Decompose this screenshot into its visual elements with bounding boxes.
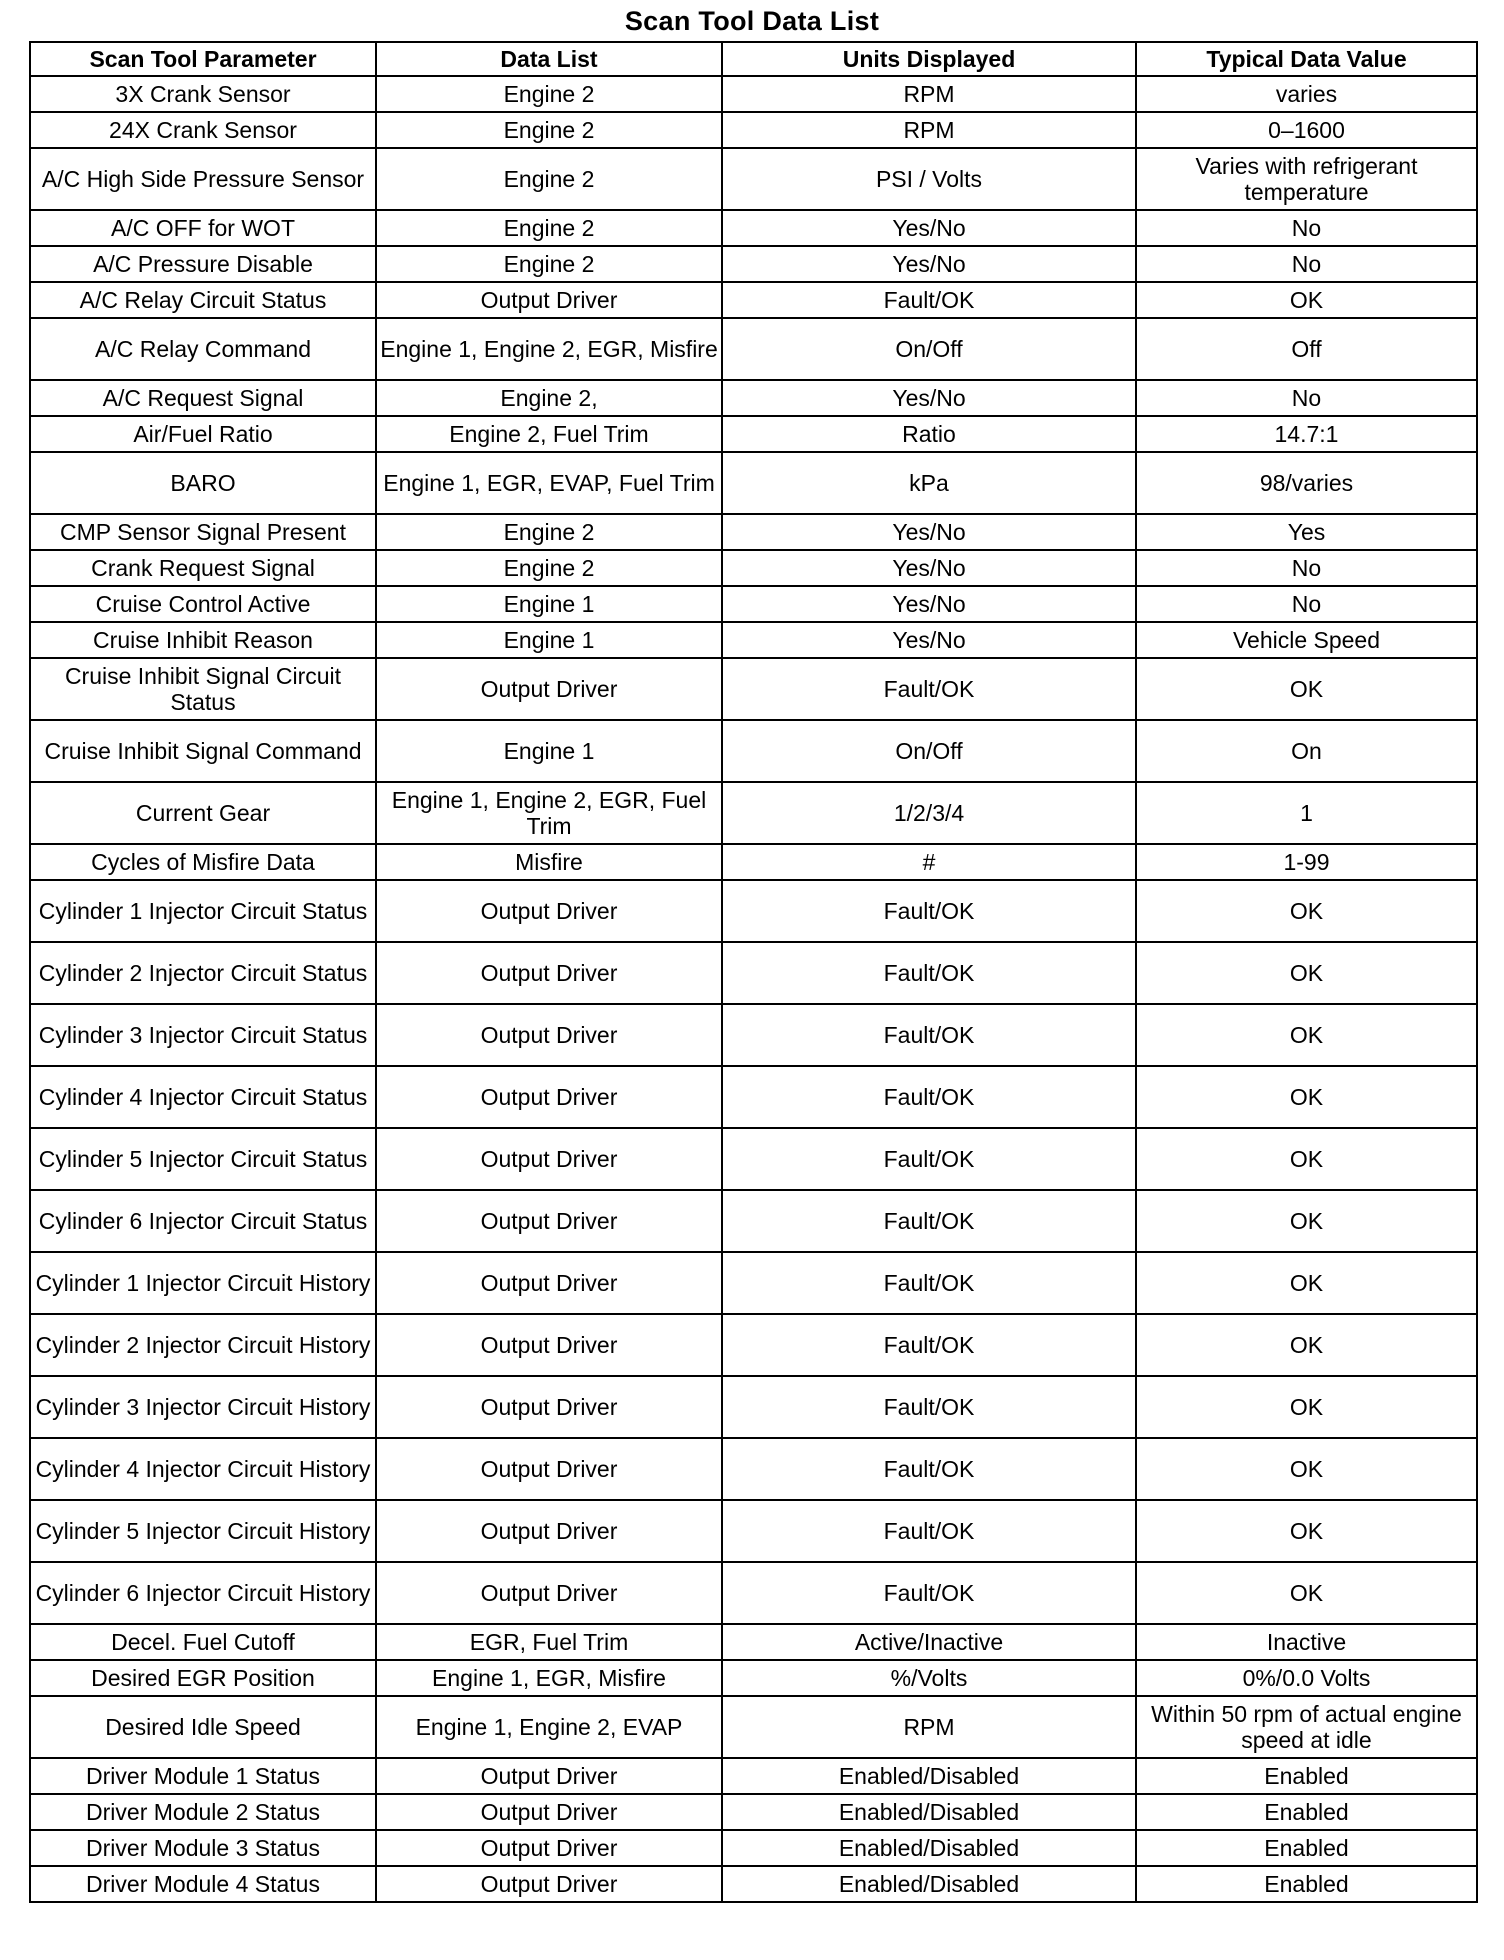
column-header-parameter: Scan Tool Parameter bbox=[30, 42, 376, 76]
cell-data-list: Output Driver bbox=[376, 1866, 722, 1902]
cell-typical: No bbox=[1136, 550, 1477, 586]
cell-data-list: Engine 1, Engine 2, EGR, Fuel Trim bbox=[376, 782, 722, 844]
cell-units: 1/2/3/4 bbox=[722, 782, 1136, 844]
cell-data-list: Engine 2 bbox=[376, 514, 722, 550]
cell-data-list: Engine 2 bbox=[376, 76, 722, 112]
cell-parameter: Cylinder 4 Injector Circuit Status bbox=[30, 1066, 376, 1128]
cell-typical: Enabled bbox=[1136, 1830, 1477, 1866]
table-row bbox=[30, 844, 1477, 880]
cell-parameter: 3X Crank Sensor bbox=[30, 76, 376, 112]
column-header-data-list: Data List bbox=[376, 42, 722, 76]
table-row bbox=[30, 1758, 1477, 1794]
table-row bbox=[30, 1314, 1477, 1376]
cell-parameter: Cylinder 3 Injector Circuit Status bbox=[30, 1004, 376, 1066]
cell-typical: OK bbox=[1136, 1066, 1477, 1128]
cell-data-list: Output Driver bbox=[376, 880, 722, 942]
cell-parameter: 24X Crank Sensor bbox=[30, 112, 376, 148]
cell-typical: OK bbox=[1136, 1438, 1477, 1500]
table-row bbox=[30, 1004, 1477, 1066]
table-row bbox=[30, 148, 1477, 210]
cell-parameter: Current Gear bbox=[30, 782, 376, 844]
cell-typical: OK bbox=[1136, 1314, 1477, 1376]
cell-typical: Within 50 rpm of actual engine speed at idle bbox=[1136, 1696, 1477, 1758]
cell-units: Yes/No bbox=[722, 622, 1136, 658]
cell-units: %/Volts bbox=[722, 1660, 1136, 1696]
table-row bbox=[30, 1066, 1477, 1128]
cell-parameter: A/C High Side Pressure Sensor bbox=[30, 148, 376, 210]
cell-units: RPM bbox=[722, 1696, 1136, 1758]
cell-typical: 1-99 bbox=[1136, 844, 1477, 880]
cell-parameter: A/C OFF for WOT bbox=[30, 210, 376, 246]
cell-units: RPM bbox=[722, 112, 1136, 148]
cell-typical: Yes bbox=[1136, 514, 1477, 550]
cell-parameter: Desired EGR Position bbox=[30, 1660, 376, 1696]
table-row bbox=[30, 1438, 1477, 1500]
cell-units: Enabled/Disabled bbox=[722, 1830, 1136, 1866]
cell-units: RPM bbox=[722, 76, 1136, 112]
cell-typical: 14.7:1 bbox=[1136, 416, 1477, 452]
cell-typical: OK bbox=[1136, 282, 1477, 318]
table-row bbox=[30, 720, 1477, 782]
cell-data-list: Engine 1 bbox=[376, 586, 722, 622]
cell-parameter: Driver Module 3 Status bbox=[30, 1830, 376, 1866]
cell-parameter: Cylinder 5 Injector Circuit Status bbox=[30, 1128, 376, 1190]
cell-typical: OK bbox=[1136, 1500, 1477, 1562]
cell-parameter: Cylinder 4 Injector Circuit History bbox=[30, 1438, 376, 1500]
cell-units: Enabled/Disabled bbox=[722, 1794, 1136, 1830]
cell-typical: On bbox=[1136, 720, 1477, 782]
table-row bbox=[30, 1794, 1477, 1830]
cell-data-list: Output Driver bbox=[376, 282, 722, 318]
cell-parameter: A/C Relay Circuit Status bbox=[30, 282, 376, 318]
cell-data-list: Output Driver bbox=[376, 1066, 722, 1128]
cell-data-list: Output Driver bbox=[376, 1500, 722, 1562]
cell-data-list: Engine 1, EGR, Misfire bbox=[376, 1660, 722, 1696]
column-header-typical-value: Typical Data Value bbox=[1136, 42, 1477, 76]
cell-data-list: Engine 1, EGR, EVAP, Fuel Trim bbox=[376, 452, 722, 514]
cell-units: Yes/No bbox=[722, 550, 1136, 586]
table-body bbox=[30, 76, 1477, 1902]
table-row bbox=[30, 658, 1477, 720]
cell-data-list: Output Driver bbox=[376, 1004, 722, 1066]
cell-typical: Varies with refrigerant temperature bbox=[1136, 148, 1477, 210]
cell-data-list: Engine 2, bbox=[376, 380, 722, 416]
table-row bbox=[30, 1624, 1477, 1660]
cell-typical: Inactive bbox=[1136, 1624, 1477, 1660]
cell-data-list: Output Driver bbox=[376, 1830, 722, 1866]
cell-parameter: Air/Fuel Ratio bbox=[30, 416, 376, 452]
cell-parameter: Cruise Control Active bbox=[30, 586, 376, 622]
cell-data-list: Engine 2 bbox=[376, 148, 722, 210]
cell-data-list: Output Driver bbox=[376, 1562, 722, 1624]
cell-units: Fault/OK bbox=[722, 1128, 1136, 1190]
table-row bbox=[30, 880, 1477, 942]
cell-data-list: Engine 1, Engine 2, EGR, Misfire bbox=[376, 318, 722, 380]
cell-parameter: Cylinder 2 Injector Circuit Status bbox=[30, 942, 376, 1004]
cell-typical: Enabled bbox=[1136, 1866, 1477, 1902]
table-row bbox=[30, 380, 1477, 416]
cell-units: Yes/No bbox=[722, 514, 1136, 550]
cell-data-list: Output Driver bbox=[376, 1190, 722, 1252]
table-row bbox=[30, 1866, 1477, 1902]
cell-data-list: Engine 2 bbox=[376, 210, 722, 246]
cell-parameter: Cylinder 5 Injector Circuit History bbox=[30, 1500, 376, 1562]
cell-units: Active/Inactive bbox=[722, 1624, 1136, 1660]
cell-typical: No bbox=[1136, 380, 1477, 416]
cell-units: Enabled/Disabled bbox=[722, 1758, 1136, 1794]
cell-typical: varies bbox=[1136, 76, 1477, 112]
cell-typical: 1 bbox=[1136, 782, 1477, 844]
cell-parameter: A/C Request Signal bbox=[30, 380, 376, 416]
cell-data-list: Output Driver bbox=[376, 1758, 722, 1794]
cell-units: Yes/No bbox=[722, 380, 1136, 416]
table-row bbox=[30, 1190, 1477, 1252]
table-row bbox=[30, 210, 1477, 246]
cell-data-list: Output Driver bbox=[376, 1438, 722, 1500]
cell-units: Fault/OK bbox=[722, 1314, 1136, 1376]
cell-units: kPa bbox=[722, 452, 1136, 514]
cell-units: Enabled/Disabled bbox=[722, 1866, 1136, 1902]
cell-typical: OK bbox=[1136, 1004, 1477, 1066]
cell-units: Fault/OK bbox=[722, 1500, 1136, 1562]
cell-typical: 98/varies bbox=[1136, 452, 1477, 514]
cell-data-list: EGR, Fuel Trim bbox=[376, 1624, 722, 1660]
page-title: Scan Tool Data List bbox=[624, 6, 880, 36]
cell-data-list: Engine 2 bbox=[376, 550, 722, 586]
cell-data-list: Output Driver bbox=[376, 942, 722, 1004]
cell-units: Ratio bbox=[722, 416, 1136, 452]
cell-typical: No bbox=[1136, 586, 1477, 622]
cell-typical: Vehicle Speed bbox=[1136, 622, 1477, 658]
cell-data-list: Output Driver bbox=[376, 1314, 722, 1376]
table-row bbox=[30, 1376, 1477, 1438]
cell-typical: OK bbox=[1136, 942, 1477, 1004]
cell-parameter: Driver Module 2 Status bbox=[30, 1794, 376, 1830]
cell-typical: OK bbox=[1136, 1128, 1477, 1190]
cell-parameter: Crank Request Signal bbox=[30, 550, 376, 586]
cell-data-list: Output Driver bbox=[376, 1794, 722, 1830]
cell-parameter: Driver Module 4 Status bbox=[30, 1866, 376, 1902]
cell-data-list: Misfire bbox=[376, 844, 722, 880]
cell-parameter: Cruise Inhibit Signal Command bbox=[30, 720, 376, 782]
table-row bbox=[30, 586, 1477, 622]
cell-data-list: Output Driver bbox=[376, 658, 722, 720]
cell-parameter: BARO bbox=[30, 452, 376, 514]
table-row bbox=[30, 514, 1477, 550]
table-row bbox=[30, 942, 1477, 1004]
cell-data-list: Output Driver bbox=[376, 1252, 722, 1314]
cell-data-list: Engine 2 bbox=[376, 246, 722, 282]
cell-typical: 0–1600 bbox=[1136, 112, 1477, 148]
cell-units: PSI / Volts bbox=[722, 148, 1136, 210]
cell-parameter: Cylinder 2 Injector Circuit History bbox=[30, 1314, 376, 1376]
cell-parameter: Cycles of Misfire Data bbox=[30, 844, 376, 880]
cell-data-list: Engine 2, Fuel Trim bbox=[376, 416, 722, 452]
cell-data-list: Output Driver bbox=[376, 1376, 722, 1438]
cell-units: Fault/OK bbox=[722, 658, 1136, 720]
cell-parameter: A/C Pressure Disable bbox=[30, 246, 376, 282]
cell-typical: Off bbox=[1136, 318, 1477, 380]
table-row bbox=[30, 1500, 1477, 1562]
cell-units: Yes/No bbox=[722, 586, 1136, 622]
table-row bbox=[30, 550, 1477, 586]
cell-parameter: Cylinder 3 Injector Circuit History bbox=[30, 1376, 376, 1438]
table-row bbox=[30, 112, 1477, 148]
table-row bbox=[30, 1252, 1477, 1314]
table-row bbox=[30, 76, 1477, 112]
cell-parameter: Driver Module 1 Status bbox=[30, 1758, 376, 1794]
cell-typical: 0%/0.0 Volts bbox=[1136, 1660, 1477, 1696]
cell-typical: Enabled bbox=[1136, 1794, 1477, 1830]
cell-parameter: A/C Relay Command bbox=[30, 318, 376, 380]
table-row bbox=[30, 622, 1477, 658]
cell-units: Fault/OK bbox=[722, 1438, 1136, 1500]
table-row bbox=[30, 1696, 1477, 1758]
cell-units: Fault/OK bbox=[722, 1252, 1136, 1314]
cell-typical: Enabled bbox=[1136, 1758, 1477, 1794]
cell-data-list: Output Driver bbox=[376, 1128, 722, 1190]
cell-typical: OK bbox=[1136, 1190, 1477, 1252]
table-row bbox=[30, 1128, 1477, 1190]
table-row bbox=[30, 282, 1477, 318]
cell-typical: OK bbox=[1136, 1252, 1477, 1314]
table-row bbox=[30, 318, 1477, 380]
scan-tool-data-table bbox=[29, 41, 1478, 1903]
table-row bbox=[30, 416, 1477, 452]
cell-units: Fault/OK bbox=[722, 1190, 1136, 1252]
cell-units: Fault/OK bbox=[722, 942, 1136, 1004]
cell-parameter: Desired Idle Speed bbox=[30, 1696, 376, 1758]
column-header-units: Units Displayed bbox=[722, 42, 1136, 76]
cell-parameter: Cruise Inhibit Signal Circuit Status bbox=[30, 658, 376, 720]
cell-parameter: Cylinder 6 Injector Circuit Status bbox=[30, 1190, 376, 1252]
cell-units: Fault/OK bbox=[722, 1066, 1136, 1128]
cell-data-list: Engine 1, Engine 2, EVAP bbox=[376, 1696, 722, 1758]
table-row bbox=[30, 782, 1477, 844]
cell-typical: OK bbox=[1136, 880, 1477, 942]
table-row bbox=[30, 1562, 1477, 1624]
cell-typical: OK bbox=[1136, 1376, 1477, 1438]
cell-parameter: Cruise Inhibit Reason bbox=[30, 622, 376, 658]
cell-units: Fault/OK bbox=[722, 880, 1136, 942]
table-row bbox=[30, 1660, 1477, 1696]
table-row bbox=[30, 1830, 1477, 1866]
cell-parameter: CMP Sensor Signal Present bbox=[30, 514, 376, 550]
table-row bbox=[30, 452, 1477, 514]
cell-units: Fault/OK bbox=[722, 1562, 1136, 1624]
cell-typical: No bbox=[1136, 210, 1477, 246]
cell-units: Yes/No bbox=[722, 246, 1136, 282]
cell-parameter: Cylinder 1 Injector Circuit History bbox=[30, 1252, 376, 1314]
cell-units: On/Off bbox=[722, 720, 1136, 782]
cell-units: Fault/OK bbox=[722, 1376, 1136, 1438]
cell-data-list: Engine 2 bbox=[376, 112, 722, 148]
cell-typical: No bbox=[1136, 246, 1477, 282]
cell-typical: OK bbox=[1136, 1562, 1477, 1624]
cell-data-list: Engine 1 bbox=[376, 720, 722, 782]
cell-parameter: Cylinder 1 Injector Circuit Status bbox=[30, 880, 376, 942]
cell-units: On/Off bbox=[722, 318, 1136, 380]
cell-data-list: Engine 1 bbox=[376, 622, 722, 658]
table-header-row bbox=[30, 42, 1477, 76]
table-row bbox=[30, 246, 1477, 282]
cell-parameter: Decel. Fuel Cutoff bbox=[30, 1624, 376, 1660]
cell-parameter: Cylinder 6 Injector Circuit History bbox=[30, 1562, 376, 1624]
cell-units: Fault/OK bbox=[722, 282, 1136, 318]
cell-units: Fault/OK bbox=[722, 1004, 1136, 1066]
cell-typical: OK bbox=[1136, 658, 1477, 720]
cell-units: # bbox=[722, 844, 1136, 880]
cell-units: Yes/No bbox=[722, 210, 1136, 246]
